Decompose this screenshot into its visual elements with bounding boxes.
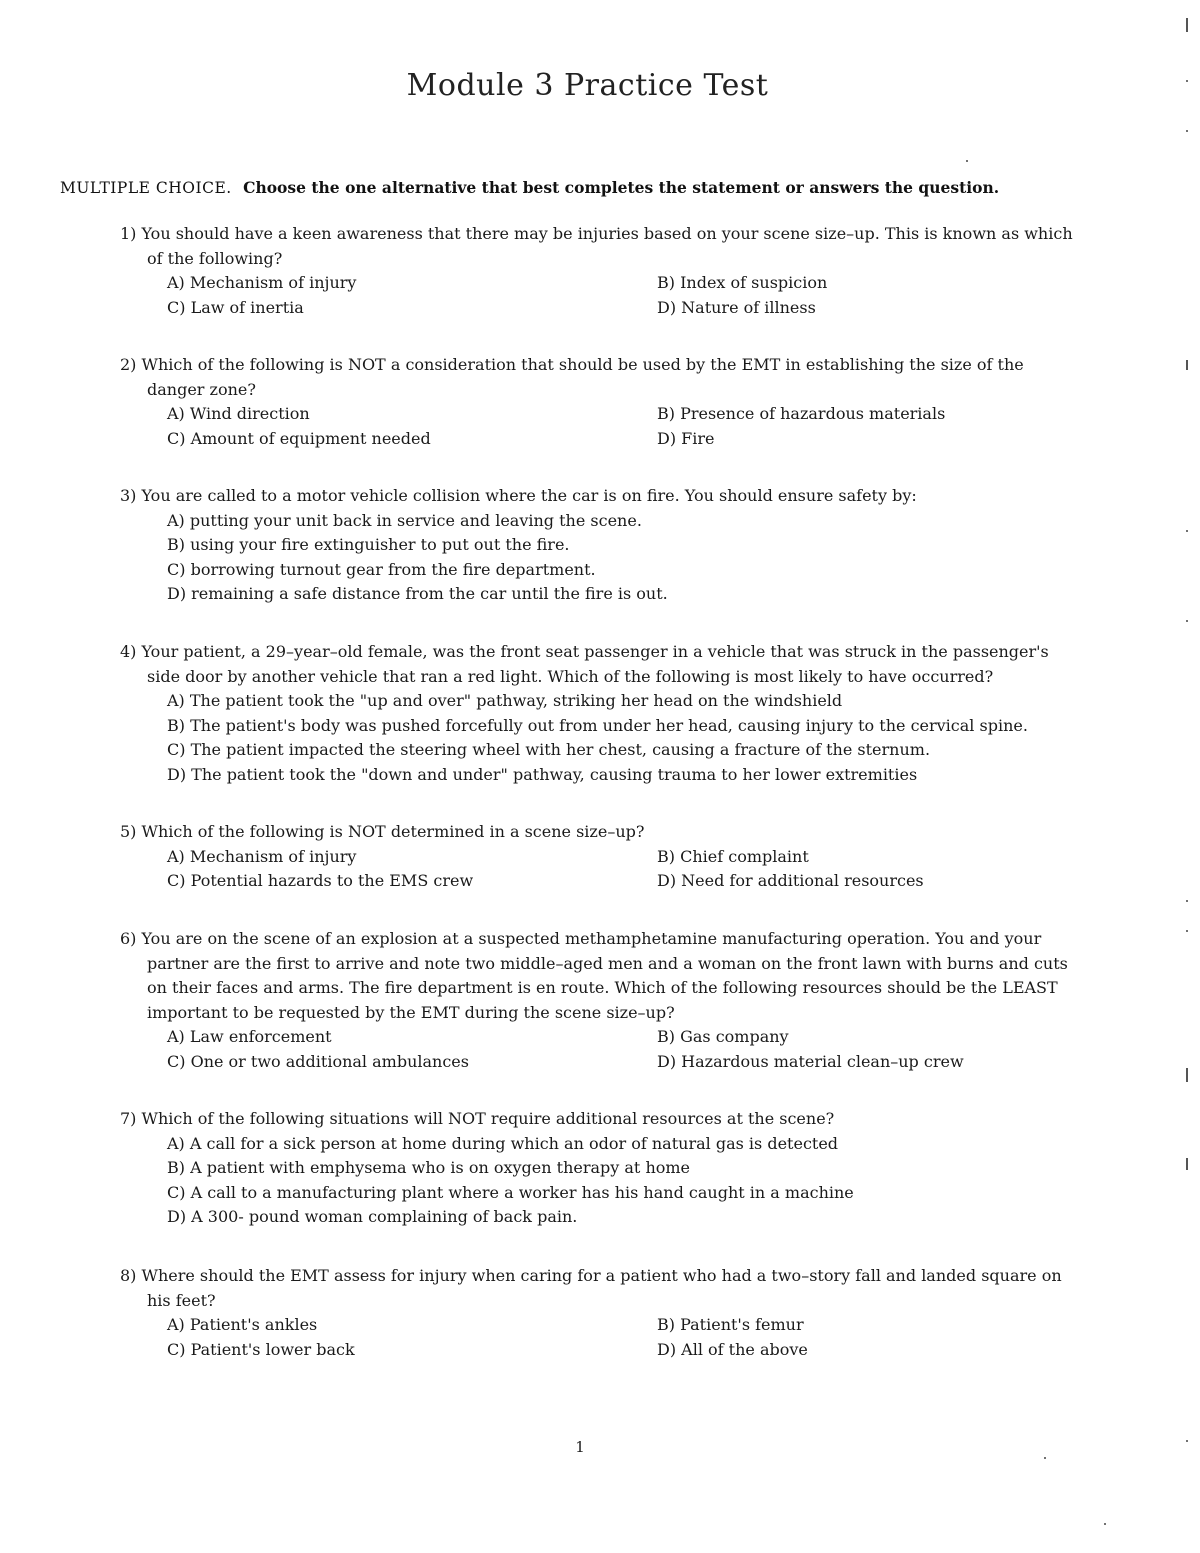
question-6 xyxy=(120,927,1080,1074)
option-d: D) The patient took the "down and under" pathway, causing trauma to her lower extremities xyxy=(167,764,918,784)
scan-speck xyxy=(1186,900,1188,902)
question-text: 2) Which of the following is NOT a consideration that should be used by the EMT in establishing the size of the danger zone? xyxy=(120,355,1024,399)
question-text: 6) You are on the scene of an explosion at a suspected methamphetamine manufacturing operation. You and your partner are the first to arrive and note two middle–aged men and a woman on the front lawn with burns and cuts on their faces and arms. The fire department is en route. Which of the following resources should be the LEAST important to be requested by the EMT during the scene size–up? xyxy=(120,929,1068,1022)
scan-speck xyxy=(966,160,968,162)
option-b: B) Index of suspicion xyxy=(657,273,828,292)
question-4 xyxy=(120,640,1080,787)
question-2 xyxy=(120,353,1080,451)
instructions-text: Choose the one alternative that best completes the statement or answers the question. xyxy=(243,178,1000,197)
scan-mark xyxy=(1186,1158,1188,1170)
option-c: C) One or two additional ambulances xyxy=(167,1051,469,1071)
question-text: 8) Where should the EMT assess for injury when caring for a patient who had a two–story fall and landed square on his feet? xyxy=(120,1266,1062,1310)
instructions xyxy=(60,178,1180,197)
options xyxy=(167,1313,1080,1362)
options xyxy=(167,271,1080,320)
options xyxy=(167,509,1080,607)
option-d: D) A 300- pound woman complaining of back pain. xyxy=(167,1207,578,1226)
option-c: C) A call to a manufacturing plant where a worker has his hand caught in a machine xyxy=(167,1182,854,1202)
option-a: A) Wind direction xyxy=(167,404,310,423)
scan-speck xyxy=(1186,530,1188,532)
option-a: A) Law enforcement xyxy=(167,1027,332,1046)
option-b: B) using your fire extinguisher to put out the fire. xyxy=(167,535,570,554)
scan-mark xyxy=(1186,360,1188,370)
options xyxy=(167,1025,1080,1074)
scan-speck xyxy=(1104,1523,1106,1525)
question-1 xyxy=(120,222,1080,320)
scan-speck xyxy=(1186,80,1188,82)
option-c: C) borrowing turnout gear from the fire department. xyxy=(167,559,596,579)
option-d: D) Nature of illness xyxy=(657,297,816,317)
option-b: B) Chief complaint xyxy=(657,846,809,866)
scan-speck xyxy=(1044,1457,1046,1459)
option-b: B) Patient's femur xyxy=(657,1315,804,1334)
question-text: 1) You should have a keen awareness that there may be injuries based on your scene size–up. This is known as which of the following? xyxy=(120,224,1073,268)
option-c: C) The patient impacted the steering wheel with her chest, causing a fracture of the sternum. xyxy=(167,740,931,759)
question-text: 7) Which of the following situations will NOT require additional resources at the scene? xyxy=(120,1109,835,1128)
question-8 xyxy=(120,1264,1080,1362)
scan-speck xyxy=(1186,620,1188,622)
option-d: D) remaining a safe distance from the car until the fire is out. xyxy=(167,584,668,603)
option-c: C) Patient's lower back xyxy=(167,1339,355,1359)
option-d: D) All of the above xyxy=(657,1339,808,1359)
option-a: A) Patient's ankles xyxy=(167,1315,318,1334)
option-a: A) A call for a sick person at home during which an odor of natural gas is detected xyxy=(167,1133,839,1153)
question-5 xyxy=(120,820,1080,894)
option-b: B) A patient with emphysema who is on oxygen therapy at home xyxy=(167,1158,691,1177)
options xyxy=(167,1132,1080,1230)
option-c: C) Law of inertia xyxy=(167,297,304,317)
scan-mark xyxy=(1186,18,1188,32)
option-c: C) Potential hazards to the EMS crew xyxy=(167,871,474,890)
question-text: 5) Which of the following is NOT determined in a scene size–up? xyxy=(120,822,645,841)
question-7 xyxy=(120,1107,1080,1230)
options xyxy=(167,845,1080,894)
option-d: D) Hazardous material clean–up crew xyxy=(657,1051,964,1071)
option-d: D) Need for additional resources xyxy=(657,871,924,890)
option-d: D) Fire xyxy=(657,428,715,448)
option-a: A) Mechanism of injury xyxy=(167,273,357,292)
options xyxy=(167,689,1080,787)
option-c: C) Amount of equipment needed xyxy=(167,428,431,448)
options xyxy=(167,402,1080,451)
option-b: B) Presence of hazardous materials xyxy=(657,404,946,423)
question-text: 4) Your patient, a 29–year–old female, was the front seat passenger in a vehicle that was struck in the passenger's side door by another vehicle that ran a red light. Which of the following is most likely to have occurred? xyxy=(120,642,1049,686)
scan-speck xyxy=(1186,930,1188,932)
option-a: A) putting your unit back in service and leaving the scene. xyxy=(167,510,642,530)
option-a: A) Mechanism of injury xyxy=(167,846,357,866)
option-b: B) The patient's body was pushed forcefully out from under her head, causing injury to the cervical spine. xyxy=(167,715,1028,735)
section-label: MULTIPLE CHOICE. xyxy=(60,179,232,197)
page-number: 1 xyxy=(575,1438,585,1456)
scan-speck xyxy=(1186,1440,1188,1442)
question-3 xyxy=(120,484,1080,607)
scan-mark xyxy=(1186,1068,1188,1082)
scan-speck xyxy=(1186,130,1188,132)
page-title: Module 3 Practice Test xyxy=(406,68,769,103)
option-a: A) The patient took the "up and over" pathway, striking her head on the windshield xyxy=(167,691,843,710)
option-b: B) Gas company xyxy=(657,1027,789,1046)
question-text: 3) You are called to a motor vehicle collision where the car is on fire. You should ensure safety by: xyxy=(120,486,917,505)
